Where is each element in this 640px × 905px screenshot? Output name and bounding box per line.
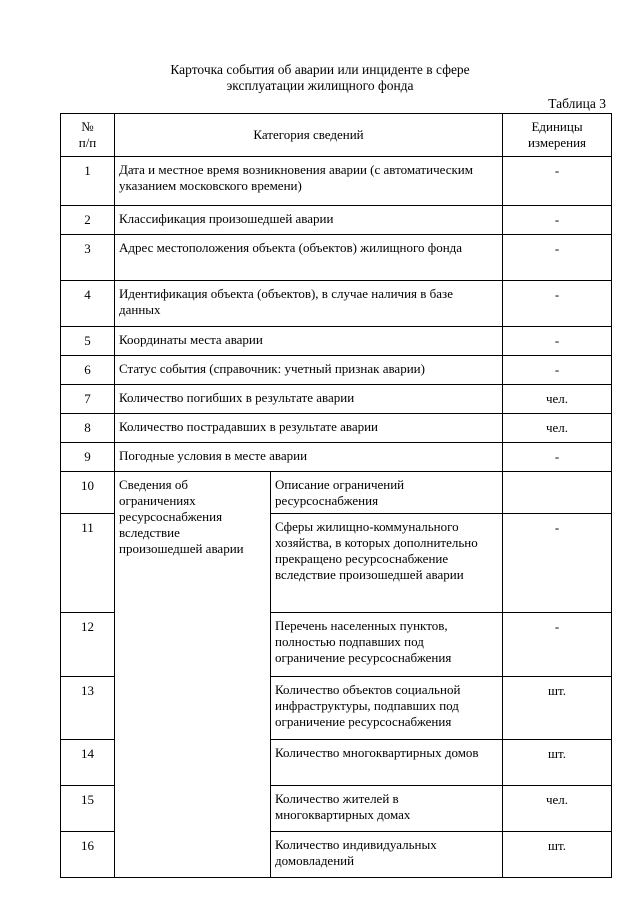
row-unit: шт. [503, 740, 612, 786]
row-num: 4 [61, 281, 115, 327]
group-label: Сведения об ограничениях ресурсоснабжения вследствие произошедшей аварии [115, 472, 271, 878]
row-text: Координаты места аварии [115, 327, 503, 356]
row-text: Погодные условия в месте аварии [115, 443, 503, 472]
row-num: 9 [61, 443, 115, 472]
title-line-2: эксплуатации жилищного фонда [226, 78, 414, 93]
row-num: 6 [61, 356, 115, 385]
data-table [60, 113, 612, 878]
row-num: 16 [61, 832, 115, 878]
row-num: 1 [61, 157, 115, 206]
table-row [61, 443, 612, 472]
row-unit: чел. [503, 786, 612, 832]
row-num: 8 [61, 414, 115, 443]
table-row [61, 327, 612, 356]
row-unit: - [503, 514, 612, 613]
row-text: Классификация произошедшей аварии [115, 206, 503, 235]
row-num: 13 [61, 677, 115, 740]
row-text: Описание ограничений ресурсоснабжения [271, 472, 503, 514]
row-unit: - [503, 443, 612, 472]
row-unit: - [503, 206, 612, 235]
header-num [61, 114, 115, 157]
row-unit: - [503, 157, 612, 206]
row-text: Идентификация объекта (объектов), в случае наличия в базе данных [115, 281, 503, 327]
row-text: Количество пострадавших в результате аварии [115, 414, 503, 443]
row-unit: - [503, 327, 612, 356]
row-unit: шт. [503, 832, 612, 878]
row-unit: - [503, 281, 612, 327]
row-unit [503, 472, 612, 514]
row-text: Количество погибших в результате аварии [115, 385, 503, 414]
row-num: 7 [61, 385, 115, 414]
row-num: 12 [61, 613, 115, 677]
row-num: 3 [61, 235, 115, 281]
row-text: Количество жителей в многоквартирных домах [271, 786, 503, 832]
row-num: 2 [61, 206, 115, 235]
header-category: Категория сведений [115, 114, 503, 157]
row-num: 15 [61, 786, 115, 832]
header-unit [503, 114, 612, 157]
table-row [61, 414, 612, 443]
row-unit: чел. [503, 414, 612, 443]
row-num: 11 [61, 514, 115, 613]
row-unit: - [503, 235, 612, 281]
row-text: Количество многоквартирных домов [271, 740, 503, 786]
table-row [61, 385, 612, 414]
table-row [61, 235, 612, 281]
row-text: Перечень населенных пунктов, полностью подпавших под ограничение ресурсоснабжения [271, 613, 503, 677]
row-unit: - [503, 613, 612, 677]
row-num: 14 [61, 740, 115, 786]
table-row [61, 157, 612, 206]
row-unit: чел. [503, 385, 612, 414]
row-unit: - [503, 356, 612, 385]
row-text: Количество индивидуальных домовладений [271, 832, 503, 878]
title-line-1: Карточка события об аварии или инциденте в сфере [170, 62, 470, 77]
row-num: 10 [61, 472, 115, 514]
header-unit-line1: Единицы [531, 119, 583, 134]
table-row [61, 472, 612, 514]
header-num-line2: п/п [78, 135, 97, 150]
row-text: Дата и местное время возникновения аварии (с автоматическим указанием московского времени) [115, 157, 503, 206]
row-unit: шт. [503, 677, 612, 740]
document-title [60, 62, 580, 94]
table-row [61, 356, 612, 385]
table-row [61, 206, 612, 235]
table-label: Таблица 3 [548, 96, 606, 111]
header-num-line1: № [81, 119, 94, 134]
header-unit-line2: измерения [527, 135, 587, 150]
table-header-row [61, 114, 612, 157]
table-row [61, 281, 612, 327]
row-text: Количество объектов социальной инфраструктуры, подпавших под ограничение ресурсоснабжения [271, 677, 503, 740]
row-text: Сферы жилищно-коммунального хозяйства, в которых дополнительно прекращено ресурсоснабжение вследствие произошедшей аварии [271, 514, 503, 613]
row-text: Адрес местоположения объекта (объектов) жилищного фонда [115, 235, 503, 281]
row-num: 5 [61, 327, 115, 356]
row-text: Статус события (справочник: учетный признак аварии) [115, 356, 503, 385]
